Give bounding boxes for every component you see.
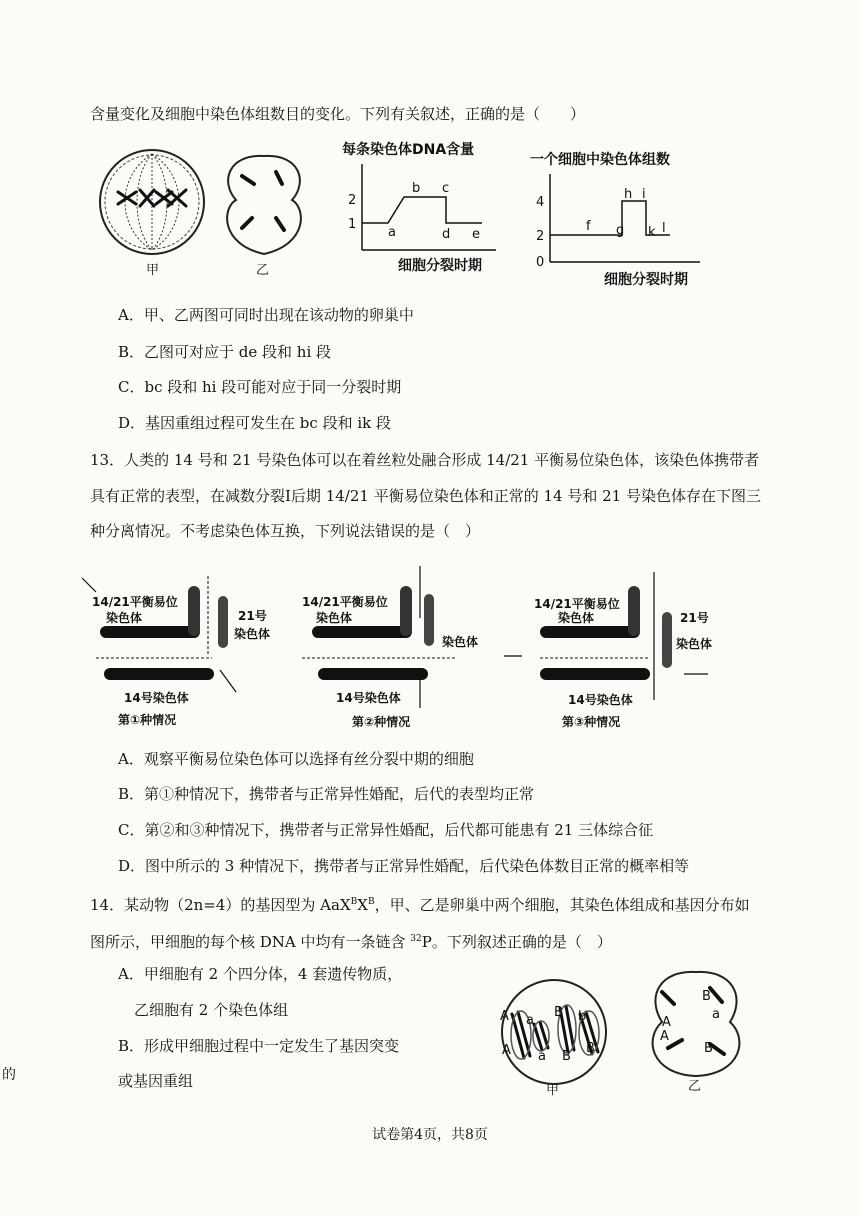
q13-case3-chr14: 14号染色体 (568, 693, 633, 707)
q14-yi-gene-2: B (702, 989, 711, 1004)
q13-case2-chr14: 14号染色体 (336, 691, 401, 705)
q13-case1-translocation-l1: 14/21平衡易位 (92, 595, 178, 609)
q14-jia-gene-2: a (526, 1013, 534, 1028)
q14-option-b-line1: B．形成甲细胞过程中一定发生了基因突变 (118, 1037, 400, 1055)
q13-case3-chr21-l2: 染色体 (676, 637, 713, 651)
q12-option-a: A．甲、乙两图可同时出现在该动物的卵巢中 (118, 306, 414, 324)
q14-cell-yi-label: 乙 (688, 1079, 702, 1094)
q12-graph-dna-title: 每条染色体DNA含量 (342, 142, 475, 158)
q14-jia-gene-1: A (500, 1009, 509, 1024)
q13-case1-label: 第①种情况 (118, 713, 177, 727)
q13-case1-chr14: 14号染色体 (124, 691, 189, 705)
q12-graph-sets-ytick-0: 0 (536, 255, 545, 270)
q14-yi-gene-5: B (704, 1041, 713, 1056)
q14-stem1-pre: 14．某动物（2n=4）的基因型为 AaX (90, 896, 351, 914)
q13-case1-chr21-l2: 染色体 (234, 627, 271, 641)
q13-case-2 (296, 562, 496, 736)
q13-case-3 (504, 568, 724, 736)
q14-stem1-sup1: B (350, 897, 358, 907)
q13-case1-chr21-l1: 21号 (238, 609, 267, 623)
q13-option-c: C．第②和③种情况下，携带者与正常异性婚配，后代都可能患有 21 三体综合征 (118, 821, 654, 839)
q12-graph-dna-point-a: a (388, 225, 396, 240)
q13-option-b: B．第①种情况下，携带者与正常异性婚配，后代的表型均正常 (118, 785, 535, 803)
q14-cell-yi (640, 966, 752, 1094)
q13-case3-translocation-l2: 染色体 (558, 611, 595, 625)
q12-option-b: B．乙图可对应于 de 段和 hi 段 (118, 343, 332, 361)
q13-case3-translocation-l1: 14/21平衡易位 (534, 597, 620, 611)
q12-graph-dna-point-d: d (442, 227, 451, 242)
q14-stem2-sup: 32 (410, 934, 422, 944)
q13-stem-line3: 种分离情况。不考虑染色体互换，下列说法错误的是（ ） (90, 522, 481, 540)
q14-stem-line1 (90, 892, 750, 915)
q12-stem: 含量变化及细胞中染色体组数目的变化。下列有关叙述，正确的是（ ） (90, 105, 586, 123)
q12-graph-sets-title: 一个细胞中染色体组数 (530, 152, 670, 168)
q14-stem2-post: P。下列叙述正确的是（ ） (421, 933, 612, 951)
q13-option-a: A．观察平衡易位染色体可以选择有丝分裂中期的细胞 (118, 750, 474, 768)
q13-case3-label: 第③种情况 (562, 715, 621, 729)
q14-jia-gene-4: b (578, 1009, 587, 1024)
q12-cell-jia-label: 甲 (146, 263, 160, 278)
q14-jia-gene-6: a (538, 1049, 546, 1064)
q14-option-b-line2: 或基因重组 (118, 1072, 194, 1090)
q14-stem1-mid: X (357, 896, 368, 914)
margin-fragment: 的 (2, 1067, 16, 1083)
q14-cell-jia (494, 980, 618, 1098)
q13-case2-translocation-l1: 14/21平衡易位 (302, 595, 388, 609)
q12-graph-dna-ytick-2: 2 (348, 193, 357, 208)
q14-jia-gene-3: B (554, 1005, 563, 1020)
q12-graph-dna-point-c: c (442, 181, 450, 196)
q12-cell-jia (96, 146, 212, 282)
q13-stem-line2: 具有正常的表型，在减数分裂Ⅰ后期 14/21 平衡易位染色体和正常的 14 号和 21 号染色体存在下图三 (90, 487, 761, 505)
q12-cell-yi-label: 乙 (256, 263, 270, 278)
q14-option-a-line2: 乙细胞有 2 个染色体组 (134, 1001, 289, 1019)
q13-case3-chr21-l1: 21号 (680, 611, 709, 625)
q14-jia-gene-5: A (502, 1043, 511, 1058)
q13-case1-translocation-l2: 染色体 (106, 611, 143, 625)
q13-case2-chr21: 染色体 (442, 635, 479, 649)
q12-graph-dna-point-e: e (472, 227, 480, 242)
q12-graph-sets-point-k: k (648, 225, 656, 240)
q12-graph-dna-ytick-1: 1 (348, 217, 357, 232)
q14-jia-gene-7: B (562, 1049, 571, 1064)
q12-graph-dna-xlabel: 细胞分裂时期 (398, 258, 482, 274)
q12-graph-sets-ytick-2: 2 (536, 229, 545, 244)
q14-yi-gene-1: A (662, 1015, 671, 1030)
q13-option-d: D．图中所示的 3 种情况下，携带者与正常异性婚配，后代染色体数目正常的概率相等 (118, 857, 690, 875)
q12-graph-sets-xlabel: 细胞分裂时期 (604, 272, 688, 288)
q12-graph-sets-point-g: g (616, 223, 625, 238)
q13-stem-line1: 13．人类的 14 号和 21 号染色体可以在着丝粒处融合形成 14/21 平衡易位染色体，该染色体携带者 (90, 451, 760, 469)
q14-jia-gene-8: B (586, 1041, 595, 1056)
q12-graph-sets-point-h: h (624, 187, 633, 202)
q12-graph-sets-point-i: i (642, 187, 646, 202)
q12-graph-sets (530, 146, 720, 292)
q14-yi-gene-3: a (712, 1007, 720, 1022)
q14-stem-line2 (90, 929, 612, 952)
q13-case-1 (88, 566, 288, 736)
q14-stem1-post: ，甲、乙是卵巢中两个细胞，其染色体组成和基因分布如 (374, 896, 750, 914)
q13-case2-translocation-l2: 染色体 (316, 611, 353, 625)
q12-option-c: C．bc 段和 hi 段可能对应于同一分裂时期 (118, 378, 402, 396)
q14-option-a-line1: A．甲细胞有 2 个四分体，4 套遗传物质， (118, 965, 403, 983)
q12-graph-sets-ytick-4: 4 (536, 195, 545, 210)
q14-cell-jia-label: 甲 (546, 1083, 560, 1098)
q13-case2-label: 第②种情况 (352, 715, 411, 729)
q12-graph-sets-point-l: l (662, 221, 666, 236)
q12-graph-dna-point-b: b (412, 181, 421, 196)
q14-yi-gene-4: A (660, 1029, 669, 1044)
q12-cell-yi (218, 148, 310, 282)
q14-stem2-pre: 图所示，甲细胞的每个核 DNA 中均有一条链含 (90, 933, 411, 951)
q12-graph-sets-point-f: f (586, 219, 591, 234)
q12-option-d: D．基因重组过程可发生在 bc 段和 ik 段 (118, 414, 391, 432)
page-footer: 试卷第4页，共8页 (372, 1127, 488, 1143)
q12-graph-dna (336, 136, 506, 278)
q14-stem1-sup2: B (367, 897, 375, 907)
